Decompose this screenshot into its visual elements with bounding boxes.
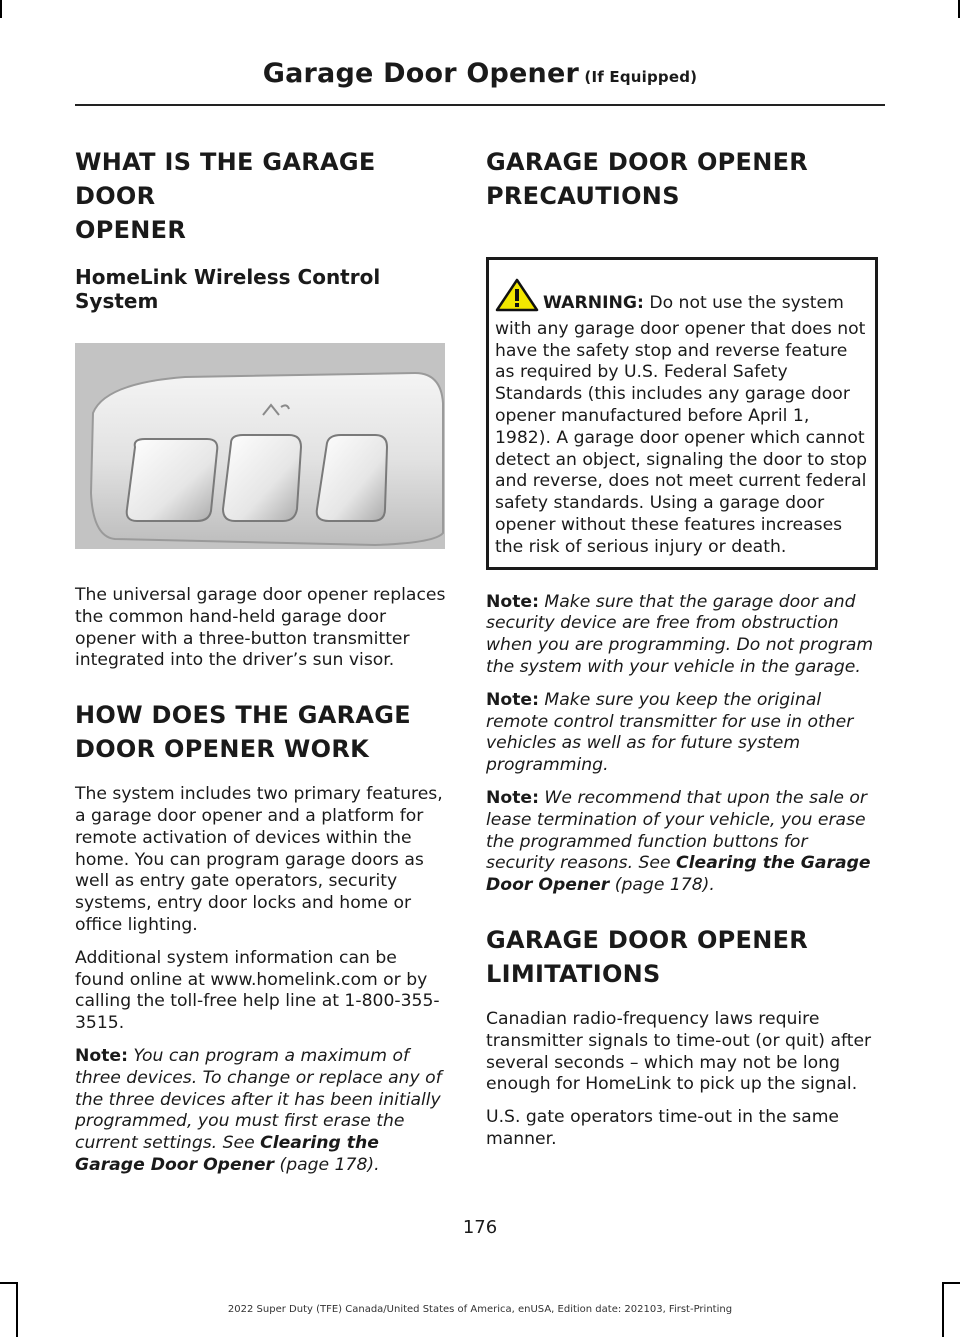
heading-line: GARAGE DOOR OPENER (486, 925, 809, 954)
crop-mark (0, 1282, 16, 1284)
note-label: Note: (486, 787, 539, 808)
heading-line: WHAT IS THE GARAGE DOOR (75, 148, 376, 210)
note-paragraph (486, 592, 878, 679)
heading-line: LIMITATIONS (486, 959, 661, 988)
warning-text: Do not use the system with any garage door opener that does not have the safety stop and reverse feature as required by U.S. Federal Safety Standards (this includes any garage door opener manufactured before April 1, 1982). A garage door opener which cannot detect an object, signaling the door to stop and reverse, does not meet current federal safety standards. Using a garage door opener without these features increases the risk of serious injury or death. (495, 293, 868, 557)
header-title: Garage Door Opener (262, 58, 579, 89)
body-paragraph: The system includes two primary features, a garage door opener and a platform for remote activation of devices within the home. You can program garage doors as well as entry gate operators, security systems, entry door locks and home or office lighting. (75, 784, 443, 935)
note-label: Note: (75, 1045, 128, 1066)
heading-line: PRECAUTIONS (486, 182, 680, 210)
section-heading-what-is (75, 145, 447, 247)
section-heading-precautions (486, 145, 878, 213)
homelink-transmitter-image (75, 343, 445, 549)
note-text: Make sure you keep the original remote control transmitter for use in other vehicles as well as for future system programming. (486, 689, 854, 776)
button-1-icon (127, 439, 218, 521)
page-reference: (page 178). (614, 875, 715, 896)
homelink-transmitter-illustration (75, 343, 445, 549)
note-label: Note: (486, 689, 539, 710)
section-heading-limitations (486, 923, 878, 991)
body-paragraph: Additional system information can be found online at www.homelink.com or by calling the toll-free help line at 1-800-355-3515. (75, 947, 440, 1034)
left-column (75, 145, 447, 1188)
cross-reference-link[interactable]: Clearing the Garage Door Opener (486, 853, 871, 896)
note-paragraph (486, 788, 878, 897)
right-column (486, 145, 878, 1162)
intro-paragraph: The universal garage door opener replaces the common hand-held garage door opener with a three-button transmitter integrated into the driver’s sun visor. (75, 585, 446, 671)
note-text: You can program a maximum of three devices. To change or replace any of the three devices after it has been initially programmed, you must first erase the current settings. See (75, 1045, 442, 1154)
page-header (0, 58, 960, 89)
heading-line: HOW DOES THE GARAGE (75, 701, 412, 730)
button-3-icon (317, 435, 387, 521)
header-divider (75, 104, 885, 106)
warning-paragraph (495, 278, 868, 559)
warning-label: WARNING: (543, 293, 644, 313)
body-paragraph: Canadian radio-frequency laws require transmitter signals to time-out (or quit) after several seconds – which may not be long enough for HomeLink to pick up the signal. (486, 1008, 872, 1095)
warning-triangle-icon (495, 278, 539, 319)
heading-line: OPENER (75, 216, 187, 244)
subheading-homelink: HomeLink Wireless Control System (75, 265, 381, 313)
header-title-suffix: (If Equipped) (578, 68, 698, 86)
note-text: We recommend that upon the sale or lease termination of your vehicle, you erase the programmed function buttons for security reasons. See (486, 787, 867, 874)
footer-edition-info: 2022 Super Duty (TFE) Canada/United States of America, enUSA, Edition date: 202103, First-Printing (227, 1304, 733, 1315)
cross-reference-link[interactable]: Clearing the Garage Door Opener (75, 1133, 379, 1175)
heading-line: GARAGE DOOR OPENER (486, 148, 809, 176)
heading-line: DOOR OPENER WORK (75, 735, 370, 764)
crop-mark (0, 0, 2, 18)
page-number: 176 (462, 1217, 498, 1238)
warning-box (486, 257, 878, 570)
note-text: Make sure that the garage door and security device are free from obstruction when you are programming. Do not program the system with your vehicle in the garage. (486, 591, 874, 677)
body-paragraph: U.S. gate operators time-out in the same manner. (486, 1107, 840, 1149)
note-paragraph (75, 1046, 447, 1177)
button-2-icon (223, 435, 301, 521)
page-reference: (page 178). (279, 1154, 380, 1175)
section-heading-how-works (75, 698, 447, 766)
note-paragraph (486, 690, 878, 777)
note-label: Note: (486, 591, 539, 612)
crop-mark (944, 1282, 960, 1284)
